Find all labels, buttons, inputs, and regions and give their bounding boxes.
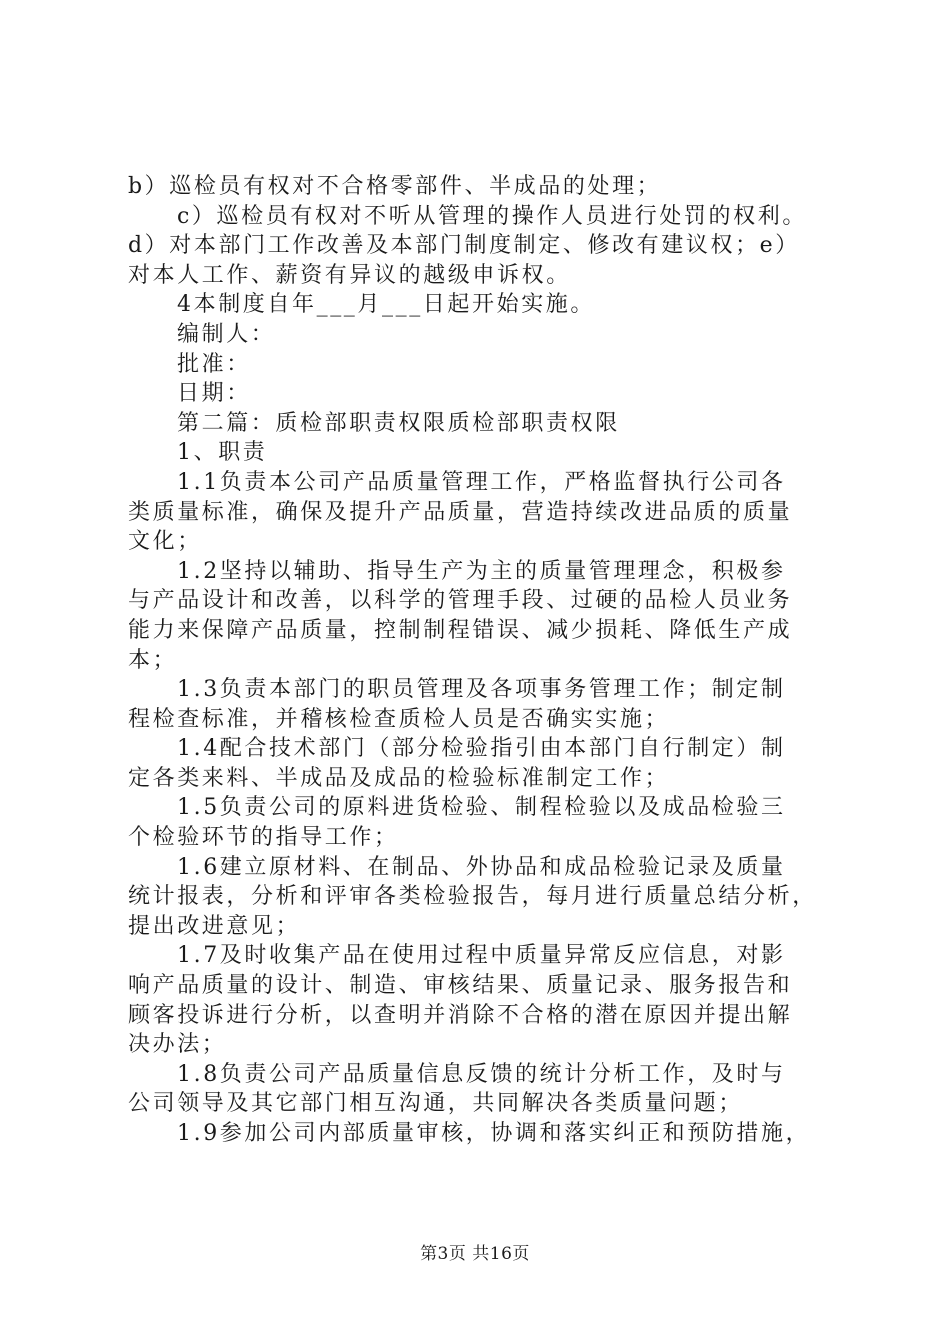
text-line: 编制人： [177,321,276,347]
text-line: c）巡检员有权对不听从管理的操作人员进行处罚的权利。 [177,203,807,229]
text-line: 提出改进意见； [128,913,301,939]
text-line: 响产品质量的设计、制造、审核结果、质量记录、服务报告和 [128,973,793,999]
text-line: 日期： [177,381,251,407]
text-line: 对本人工作、薪资有异议的越级申诉权。 [128,262,571,288]
text-line: d）对本部门工作改善及本部门制度制定、修改有建议权；e） [128,233,800,259]
text-line: 4本制度自年___月___日起开始实施。 [177,292,595,318]
text-line: 公司领导及其它部门相互沟通，共同解决各类质量问题； [128,1091,744,1117]
text-line: 顾客投诉进行分析，以查明并消除不合格的潜在原因并提出解 [128,1002,793,1028]
subsection-heading: 1、职责 [177,440,268,466]
text-line: 1.7及时收集产品在使用过程中质量异常反应信息，对影 [177,943,786,969]
page-number-footer: 第3页 共16页 [420,1244,530,1264]
text-line: 与产品设计和改善，以科学的管理手段、过硬的品检人员业务 [128,588,793,614]
text-line: 批准： [177,351,251,377]
section-heading: 第二篇：质检部职责权限质检部职责权限 [177,410,620,436]
text-line: 统计报表，分析和评审各类检验报告，每月进行质量总结分析， [128,884,817,910]
text-line: 本； [128,647,178,673]
text-line: 1.5负责公司的原料进货检验、制程检验以及成品检验三 [177,795,786,821]
text-line: 程检查标准，并稽核检查质检人员是否确实实施； [128,706,670,732]
text-line: 1.3负责本部门的职员管理及各项事务管理工作；制定制 [177,677,786,703]
text-line: b）巡检员有权对不合格零部件、半成品的处理； [128,174,662,199]
text-line: 类质量标准，确保及提升产品质量，营造持续改进品质的质量 [128,499,793,525]
text-line: 能力来保障产品质量，控制制程错误、减少损耗、降低生产成 [128,617,793,643]
text-line: 1.1负责本公司产品质量管理工作，严格监督执行公司各 [177,469,786,495]
document-body [128,172,840,1149]
text-line: 1.4配合技术部门（部分检验指引由本部门自行制定）制 [177,736,786,762]
text-line: 文化； [128,529,202,555]
text-line: 1.8负责公司产品质量信息反馈的统计分析工作，及时与 [177,1061,786,1087]
text-line: 1.2坚持以辅助、指导生产为主的质量管理理念，积极参 [177,558,786,584]
text-line: 1.9参加公司内部质量审核，协调和落实纠正和预防措施， [177,1121,811,1146]
text-line: 决办法； [128,1032,227,1058]
text-line: 定各类来料、半成品及成品的检验标准制定工作； [128,765,670,791]
text-line: 个检验环节的指导工作； [128,825,399,851]
text-line: 1.6建立原材料、在制品、外协品和成品检验记录及质量 [177,854,786,880]
